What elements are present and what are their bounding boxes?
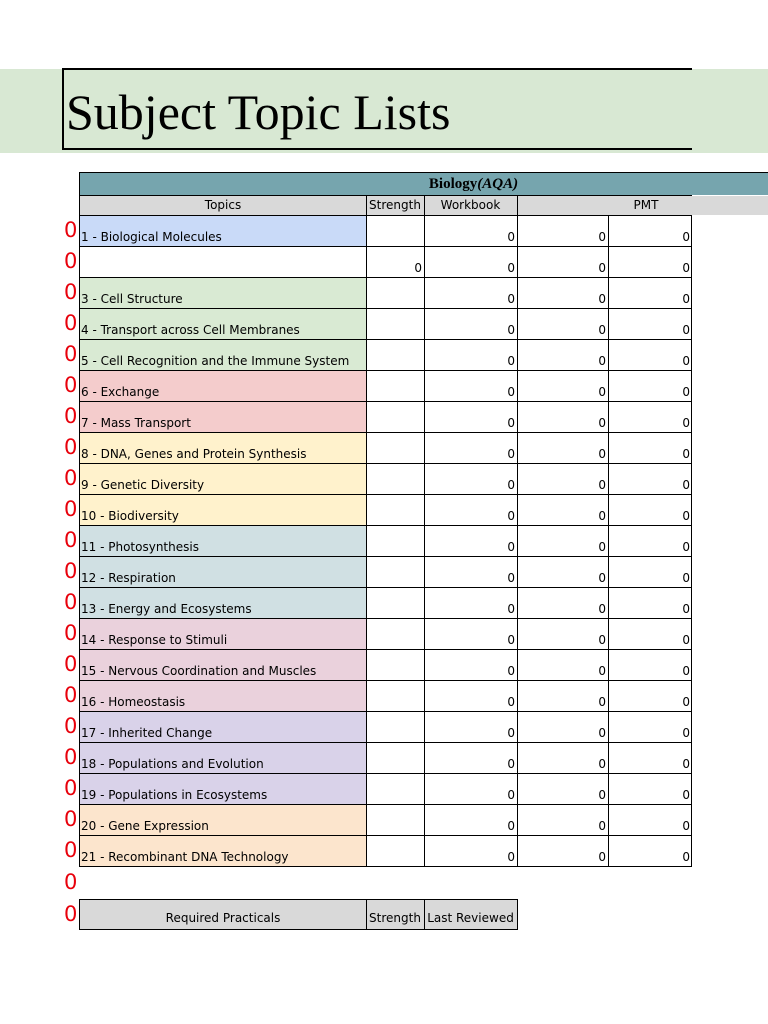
workbook-value: 0	[507, 261, 515, 275]
strength-value[interactable]: 0	[414, 261, 422, 275]
pmt-value: 0	[682, 509, 690, 523]
row-marker: 0	[64, 528, 78, 552]
workbook-value: 0	[507, 664, 515, 678]
topic-label: 8 - DNA, Genes and Protein Synthesis	[81, 447, 307, 461]
topic-label: 18 - Populations and Evolution	[81, 757, 264, 771]
score-value: 0	[598, 540, 606, 554]
practicals-last-reviewed-header: Last Reviewed	[427, 911, 514, 925]
pmt-value: 0	[682, 478, 690, 492]
workbook-value: 0	[507, 540, 515, 554]
topic-label: 21 - Recombinant DNA Technology	[81, 850, 289, 864]
workbook-value: 0	[507, 571, 515, 585]
score-value: 0	[598, 261, 606, 275]
score-value: 0	[598, 416, 606, 430]
row-marker: 0	[64, 497, 78, 521]
pmt-value: 0	[682, 571, 690, 585]
score-value: 0	[598, 447, 606, 461]
score-value: 0	[598, 385, 606, 399]
row-marker: 0	[64, 590, 78, 614]
topic-label: 3 - Cell Structure	[81, 292, 183, 306]
score-value: 0	[598, 664, 606, 678]
pmt-value: 0	[682, 695, 690, 709]
row-marker: 0	[64, 342, 78, 366]
pmt-value: 0	[682, 757, 690, 771]
row-marker: 0	[64, 714, 78, 738]
score-value: 0	[598, 788, 606, 802]
topic-label: 11 - Photosynthesis	[81, 540, 199, 554]
pmt-value: 0	[682, 602, 690, 616]
row-marker: 0	[64, 435, 78, 459]
topic-label: 4 - Transport across Cell Membranes	[81, 323, 300, 337]
subject-title	[366, 174, 581, 194]
workbook-value: 0	[507, 323, 515, 337]
row-marker: 0	[64, 745, 78, 769]
row-marker: 0	[64, 870, 78, 894]
row-marker: 0	[64, 621, 78, 645]
topic-label: 12 - Respiration	[81, 571, 176, 585]
column-header-topics: Topics	[204, 198, 242, 212]
workbook-value: 0	[507, 819, 515, 833]
score-value: 0	[598, 230, 606, 244]
workbook-value: 0	[507, 447, 515, 461]
workbook-value: 0	[507, 726, 515, 740]
topic-label: 6 - Exchange	[81, 385, 160, 399]
pmt-value: 0	[682, 664, 690, 678]
pmt-value: 0	[682, 726, 690, 740]
row-marker: 0	[64, 902, 78, 926]
topic-row-fill	[80, 246, 366, 277]
row-marker: 0	[64, 280, 78, 304]
pmt-value: 0	[682, 788, 690, 802]
score-value: 0	[598, 571, 606, 585]
row-marker: 0	[64, 218, 78, 242]
pmt-value: 0	[682, 292, 690, 306]
row-marker: 0	[64, 373, 78, 397]
topic-label: 10 - Biodiversity	[81, 509, 179, 523]
practicals-label: Required Practicals	[165, 911, 281, 925]
workbook-value: 0	[507, 602, 515, 616]
workbook-value: 0	[507, 850, 515, 864]
topic-label: 7 - Mass Transport	[81, 416, 191, 430]
pmt-value: 0	[682, 447, 690, 461]
column-header-workbook: Workbook	[440, 198, 501, 212]
workbook-value: 0	[507, 292, 515, 306]
workbook-value: 0	[507, 416, 515, 430]
score-value: 0	[598, 695, 606, 709]
score-value: 0	[598, 323, 606, 337]
topic-label: 15 - Nervous Coordination and Muscles	[81, 664, 317, 678]
score-value: 0	[598, 509, 606, 523]
workbook-value: 0	[507, 478, 515, 492]
row-marker: 0	[64, 249, 78, 273]
topic-label: 9 - Genetic Diversity	[81, 478, 205, 492]
topic-label: 13 - Energy and Ecosystems	[81, 602, 252, 616]
pmt-value: 0	[682, 540, 690, 554]
score-value: 0	[598, 602, 606, 616]
pmt-value: 0	[682, 633, 690, 647]
row-marker: 0	[64, 776, 78, 800]
score-value: 0	[598, 757, 606, 771]
workbook-value: 0	[507, 757, 515, 771]
row-marker: 0	[64, 466, 78, 490]
score-value: 0	[598, 819, 606, 833]
pmt-value: 0	[682, 261, 690, 275]
row-marker: 0	[64, 559, 78, 583]
pmt-value: 0	[682, 385, 690, 399]
workbook-value: 0	[507, 509, 515, 523]
workbook-value: 0	[507, 788, 515, 802]
pmt-value: 0	[682, 230, 690, 244]
pmt-value: 0	[682, 850, 690, 864]
topic-label: 5 - Cell Recognition and the Immune System	[81, 354, 350, 368]
score-value: 0	[598, 354, 606, 368]
column-header-pmt: PMT	[633, 198, 659, 212]
exam-board: (AQA)	[477, 176, 519, 192]
workbook-value: 0	[507, 385, 515, 399]
row-marker: 0	[64, 404, 78, 428]
practicals-strength-header: Strength	[369, 911, 421, 925]
pmt-value: 0	[682, 354, 690, 368]
workbook-value: 0	[507, 230, 515, 244]
score-value: 0	[598, 292, 606, 306]
topic-label: 1 - Biological Molecules	[81, 230, 222, 244]
pmt-value: 0	[682, 819, 690, 833]
topic-label: 16 - Homeostasis	[81, 695, 186, 709]
topic-label: 14 - Response to Stimuli	[81, 633, 228, 647]
page-title: Subject Topic Lists	[66, 84, 451, 140]
topic-label: 19 - Populations in Ecosystems	[81, 788, 268, 802]
score-value: 0	[598, 633, 606, 647]
column-header-strength: Strength	[369, 198, 421, 212]
workbook-value: 0	[507, 633, 515, 647]
row-marker: 0	[64, 652, 78, 676]
score-value: 0	[598, 850, 606, 864]
row-marker: 0	[64, 807, 78, 831]
score-value: 0	[598, 726, 606, 740]
subject-name: Biology	[428, 176, 478, 192]
row-marker: 0	[64, 838, 78, 862]
topic-label: 17 - Inherited Change	[81, 726, 213, 740]
pmt-value: 0	[682, 416, 690, 430]
workbook-value: 0	[507, 695, 515, 709]
row-marker: 0	[64, 311, 78, 335]
workbook-value: 0	[507, 354, 515, 368]
pmt-value: 0	[682, 323, 690, 337]
topic-label: 20 - Gene Expression	[81, 819, 209, 833]
row-marker: 0	[64, 683, 78, 707]
score-value: 0	[598, 478, 606, 492]
